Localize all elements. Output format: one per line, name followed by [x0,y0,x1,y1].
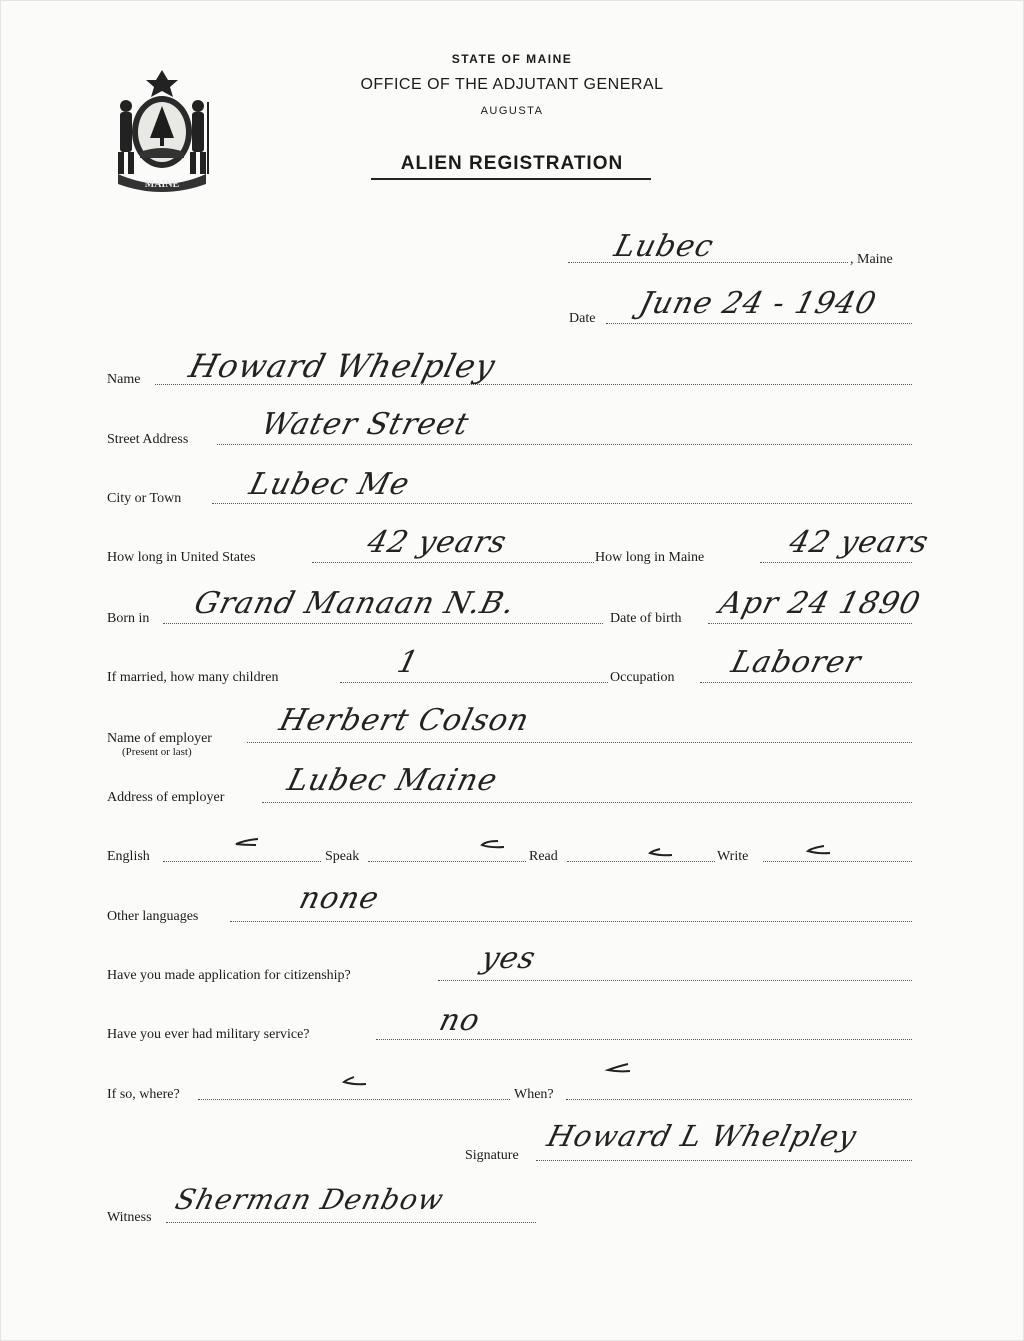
title-underline [371,178,651,180]
write-check-mark [804,844,832,856]
occupation-entry[interactable]: Laborer [727,645,866,680]
born-line [163,623,603,624]
military-label: Have you ever had military service? [107,1027,310,1042]
when-label: When? [514,1087,554,1102]
speak-label: Speak [325,849,360,864]
employer-entry[interactable]: Herbert Colson [275,703,534,738]
children-entry[interactable]: 1 [393,645,423,680]
witness-entry[interactable]: Sherman Denbow [172,1183,448,1216]
where-dash-mark [340,1075,368,1087]
citizenship-line [438,980,912,981]
read-check-mark [646,846,674,858]
header-state: STATE OF MAINE [451,52,573,66]
name-entry[interactable]: Howard Whelpley [185,347,500,385]
how-long-us-line [312,562,594,563]
children-line [340,682,608,683]
header-city: AUGUSTA [480,105,544,117]
when-line [566,1099,912,1100]
how-long-maine-label: How long in Maine [595,550,705,565]
name-label: Name [107,372,141,387]
english-line [163,861,321,862]
street-label: Street Address [107,432,189,447]
when-dash-mark [604,1062,632,1074]
dob-line [708,623,912,624]
city-line [212,503,912,504]
signature-line [536,1160,912,1161]
children-label: If married, how many children [107,670,279,685]
where-line [198,1099,510,1100]
other-languages-line [230,921,912,922]
how-long-us-entry[interactable]: 42 years [363,525,511,560]
signature-label: Signature [465,1148,519,1163]
english-label: English [107,849,150,864]
write-label: Write [717,849,749,864]
signature-entry[interactable]: Howard L Whelpley [543,1119,861,1153]
place-suffix-label: , Maine [850,252,893,267]
citizenship-entry[interactable]: yes [477,941,540,976]
header-office: OFFICE OF THE ADJUTANT GENERAL [360,76,664,93]
witness-line [166,1222,536,1223]
city-label: City or Town [107,491,182,506]
write-line [763,861,912,862]
city-entry[interactable]: Lubec Me [245,467,414,502]
english-check-mark [232,836,260,848]
place-entry[interactable]: Lubec [610,229,718,264]
employer-address-line [262,802,912,803]
how-long-us-label: How long in United States [107,550,256,565]
employer-address-entry[interactable]: Lubec Maine [283,763,502,798]
street-line [217,444,912,445]
how-long-maine-line [760,562,912,563]
read-label: Read [529,849,558,864]
speak-check-mark [478,838,506,850]
date-line [606,323,912,324]
date-entry[interactable]: June 24 - 1940 [635,286,881,321]
dob-entry[interactable]: Apr 24 1890 [715,586,925,621]
svg-text:MAINE: MAINE [144,179,180,190]
employer-sublabel: (Present or last) [122,746,192,758]
born-entry[interactable]: Grand Manaan N.B. [190,586,519,621]
form-title: ALIEN REGISTRATION [400,153,624,174]
where-label: If so, where? [107,1087,180,1102]
employer-label: Name of employer [107,731,212,746]
how-long-maine-entry[interactable]: 42 years [785,525,933,560]
read-line [567,861,715,862]
street-entry[interactable]: Water Street [257,407,473,442]
born-label: Born in [107,611,150,626]
witness-label: Witness [107,1210,152,1225]
dob-label: Date of birth [610,611,682,626]
occupation-label: Occupation [610,670,675,685]
employer-address-label: Address of employer [107,790,225,805]
speak-line [368,861,526,862]
military-entry[interactable]: no [435,1003,484,1038]
military-line [376,1039,912,1040]
other-languages-label: Other languages [107,909,199,924]
employer-line [247,742,912,743]
other-languages-entry[interactable]: none [295,881,383,916]
occupation-line [700,682,912,683]
date-label: Date [569,311,596,326]
citizenship-label: Have you made application for citizenship? [107,968,351,983]
